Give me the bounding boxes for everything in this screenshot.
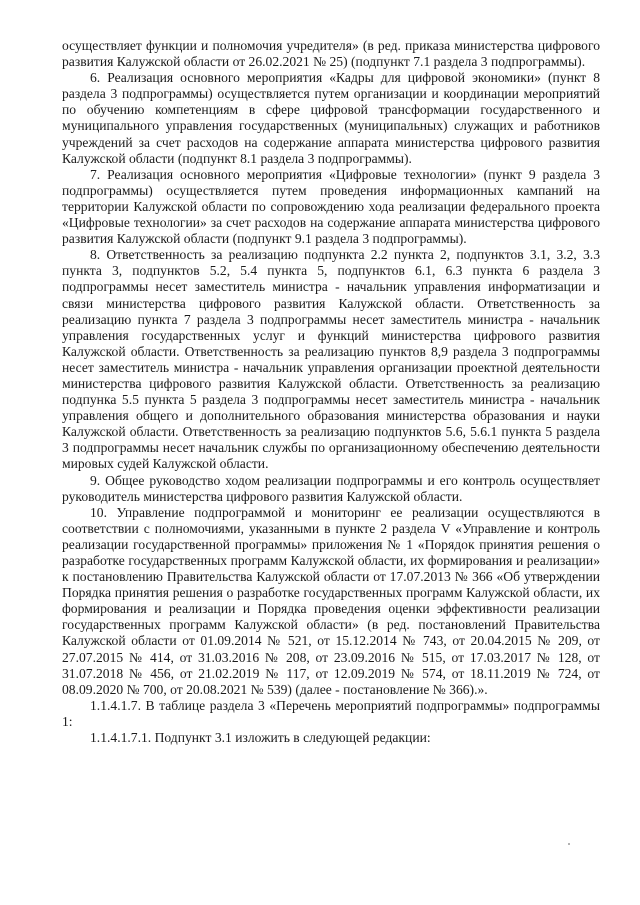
paragraph-item-10: 10. Управление подпрограммой и мониторинг ее реализации осуществляются в соответствии с полномочиями, указанными в пункте 2 раздела V «Управление и контроль реализации государственной программы» приложения № 1 «Порядок принятия решения о разработке государственных программ Калужской области, их формирования и реализации» к постановлению Правительства Калужской области от 17.07.2013 № 366 «Об утверждении Порядка принятия решения о разработке государственных программ Калужской области, их формирования и реализации и Порядка проведения оценки эффективности реализации государственных программ Калужской области» (в ред. постановлений Правительства Калужской области от 01.09.2014 № 521, от 15.12.2014 № 743, от 20.04.2015 № 209, от 27.07.2015 № 414, от 31.03.2016 № 208, от 23.09.2016 № 515, от 17.03.2017 № 128, от 31.07.2018 № 456, от 21.02.2019 № 117, от 12.09.2019 № 574, от 18.11.2019 № 724, от 08.09.2020 № 700, от 20.08.2021 № 539) (далее - постановление № 366).». bbox=[62, 504, 600, 697]
paragraph-1-1-4-1-7-1: 1.1.4.1.7.1. Подпункт 3.1 изложить в следующей редакции: bbox=[90, 730, 431, 746]
paragraph-item-9: 9. Общее руководство ходом реализации подпрограммы и его контроль осуществляет руководитель министерства цифрового развития Калужской области. bbox=[62, 472, 600, 504]
paragraph-1-1-4-1-7: 1.1.4.1.7. В таблице раздела 3 «Перечень мероприятий подпрограммы» подпрограммы 1: bbox=[62, 697, 600, 729]
document-page bbox=[62, 38, 600, 746]
paragraph-item-6: 6. Реализация основного мероприятия «Кадры для цифровой экономики» (пункт 8 раздела 3 подпрограммы) осуществляется путем организации и координации мероприятий по обучению компетенциям в сфере цифровой трансформации государственного и муниципального управления государственных (муниципальных) служащих и работников учреждений за счет расходов на содержание аппарата министерства цифрового развития Калужской области (подпункт 8.1 раздела 3 подпрограммы). bbox=[62, 70, 600, 166]
paragraph-continuation: осуществляет функции и полномочия учредителя» (в ред. приказа министерства цифрового развития Калужской области от 26.02.2021 № 25) (подпункт 7.1 раздела 3 подпрограммы). bbox=[62, 38, 600, 70]
scan-speck bbox=[568, 843, 570, 845]
paragraph-item-8: 8. Ответственность за реализацию подпункта 2.2 пункта 2, подпунктов 3.1, 3.2, 3.3 пункта 3, подпунктов 5.2, 5.4 пункта 5, подпунктов 6.1, 6.3 пункта 6 раздела 3 подпрограммы несет заместитель министра - начальник управления информатизации и связи министерства цифрового развития Калужской области. Ответственность за реализацию пункта 7 раздела 3 подпрограммы несет заместитель министра - начальник управления государственных услуг и функций министерства цифрового развития Калужской области. Ответственность за реализацию пунктов 8,9 раздела 3 подпрограммы несет заместитель министра - начальник управления организации проектной деятельности министерства цифрового развития Калужской области. Ответственность за реализацию подпунка 5.5 пункта 5 раздела 3 подпрограммы несет заместитель министра - начальник управления общего и дополнительного образования министерства образования и науки Калужской области. Ответственность за реализацию подпунктов 5.6, 5.6.1 пункта 5 раздела 3 подпрограммы несет начальник службы по организационному обеспечению деятельности мировых судей Калужской области. bbox=[62, 247, 600, 472]
paragraph-item-7: 7. Реализация основного мероприятия «Цифровые технологии» (пункт 9 раздела 3 подпрограммы) осуществляется путем проведения информационных кампаний на территории Калужской области по сопровождению хода реализации федерального проекта «Цифровые технологии» за счет расходов на содержание аппарата министерства цифрового развития Калужской области (подпункт 9.1 раздела 3 подпрограммы). bbox=[62, 166, 600, 247]
